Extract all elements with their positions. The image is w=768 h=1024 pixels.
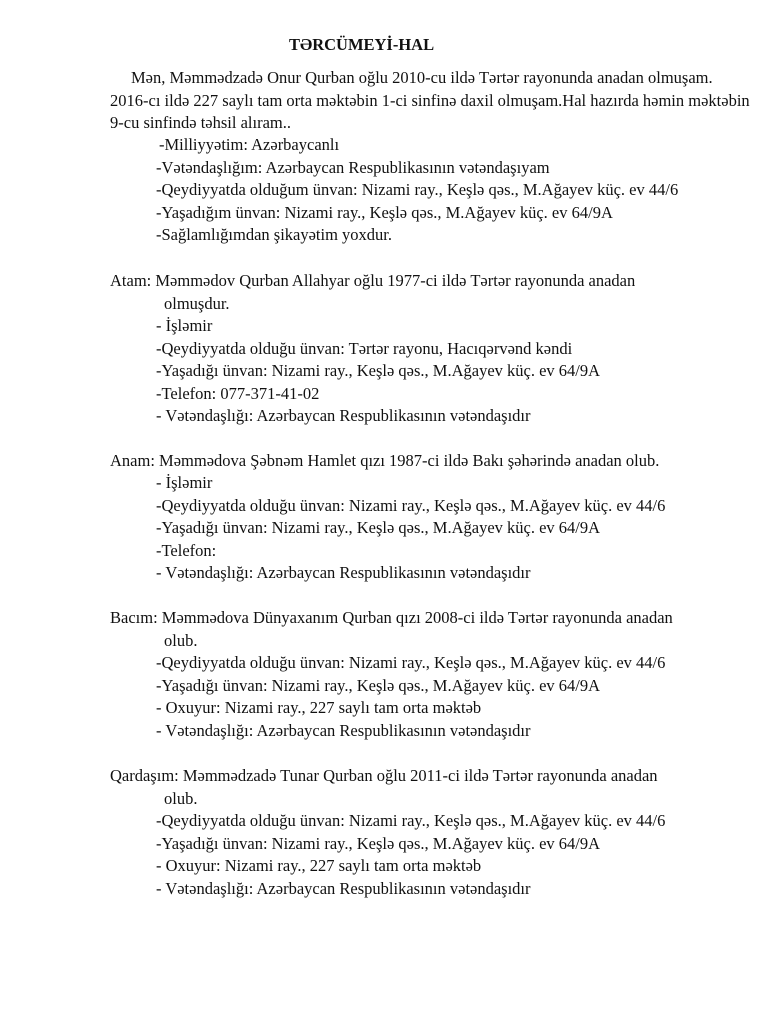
document-title: TƏRCÜMEYİ-HAL [289,35,435,54]
sister-registered-address-line: -Qeydiyyatda olduğu ünvan: Nizami ray., Keşlə qəs., M.Ağayev küç. ev 44/6 [156,653,666,672]
sister-heading-continued: olub. [164,630,198,650]
citizenship-line: -Vətəndaşlığım: Azərbaycan Respublikasının vətəndaşıyam [156,157,550,177]
father-residence-address-line: -Yaşadığı ünvan: Nizami ray., Keşlə qəs., M.Ağayev küç. ev 64/9A [156,361,601,380]
residence-address-line: -Yaşadığım ünvan: Nizami ray., Keşlə qəs., M.Ağayev küç. ev 64/9A [156,202,613,222]
intro-paragraph: Mən, Məmmədzadə Onur Qurban oğlu 2010-cu ildə Tərtər rayonunda anadan olmuşam. 2016-cı ildə 227 saylı tam orta məktəbin 1-ci sinfinə daxil olmuşam.Hal hazırda həmin məktəbin 9-cu sinfində təhsil alıram.. [110,68,750,132]
mother-residence-address-line: -Yaşadığı ünvan: Nizami ray., Keşlə qəs., M.Ağayev küç. ev 64/9A [156,518,601,537]
sister-details-list [156,652,665,742]
brother-heading-continued: olub. [164,788,198,808]
sister-section [110,607,750,652]
nationality-line: -Milliyyətim: Azərbaycanlı [159,135,340,154]
mother-registered-address-line: -Qeydiyyatda olduğu ünvan: Nizami ray., Keşlə qəs., M.Ağayev küç. ev 44/6 [156,495,666,515]
father-heading-continued: olmuşdur. [164,293,230,313]
brother-citizenship-line: - Vətəndaşlığı: Azərbaycan Respublikasının vətəndaşıdır [156,878,531,898]
father-citizenship-line: - Vətəndaşlığı: Azərbaycan Respublikasının vətəndaşıdır [156,406,531,425]
health-line: -Sağlamlığımdan şikayətim yoxdur. [156,225,393,244]
mother-details-list [156,472,665,585]
brother-registered-address-line: -Qeydiyyatda olduğu ünvan: Nizami ray., Keşlə qəs., M.Ağayev küç. ev 44/6 [156,811,666,830]
father-section [110,270,750,315]
mother-section [110,450,750,473]
sister-residence-address-line: -Yaşadığı ünvan: Nizami ray., Keşlə qəs., M.Ağayev küç. ev 64/9A [156,675,601,695]
father-phone-line: -Telefon: 077-371-41-02 [156,383,320,403]
sister-citizenship-line: - Vətəndaşlığı: Azərbaycan Respublikasının vətəndaşıdır [156,720,531,740]
mother-employment-line: - İşləmir [156,473,213,492]
mother-heading: Anam: Məmmədova Şəbnəm Hamlet qızı 1987-ci ildə Bakı şəhərində anadan olub. [110,451,660,470]
mother-citizenship-line: - Vətəndaşlığı: Azərbaycan Respublikasının vətəndaşıdır [156,563,531,582]
brother-school-line: - Oxuyur: Nizami ray., 227 saylı tam orta məktəb [156,856,482,875]
registered-address-line: -Qeydiyyatda olduğum ünvan: Nizami ray., Keşlə qəs., M.Ağayev küç. ev 44/6 [156,180,679,199]
sister-school-line: - Oxuyur: Nizami ray., 227 saylı tam orta məktəb [156,698,482,717]
father-employment-line: - İşləmir [156,316,213,335]
brother-residence-address-line: -Yaşadığı ünvan: Nizami ray., Keşlə qəs., M.Ağayev küç. ev 64/9A [156,833,601,853]
brother-heading: Qardaşım: Məmmədzadə Tunar Qurban oğlu 2011-ci ildə Tərtər rayonunda anadan [110,766,658,785]
mother-phone-line: -Telefon: [156,540,217,560]
personal-details-list [156,134,678,247]
father-registered-address-line: -Qeydiyyatda olduğu ünvan: Tərtər rayonu, Hacıqərvənd kəndi [156,338,573,358]
father-details-list [156,315,600,428]
brother-details-list [156,810,665,900]
brother-section [110,765,750,810]
sister-heading: Bacım: Məmmədova Dünyaxanım Qurban qızı 2008-ci ildə Tərtər rayonunda anadan [110,608,673,627]
father-heading: Atam: Məmmədov Qurban Allahyar oğlu 1977-ci ildə Tərtər rayonunda anadan [110,271,636,290]
